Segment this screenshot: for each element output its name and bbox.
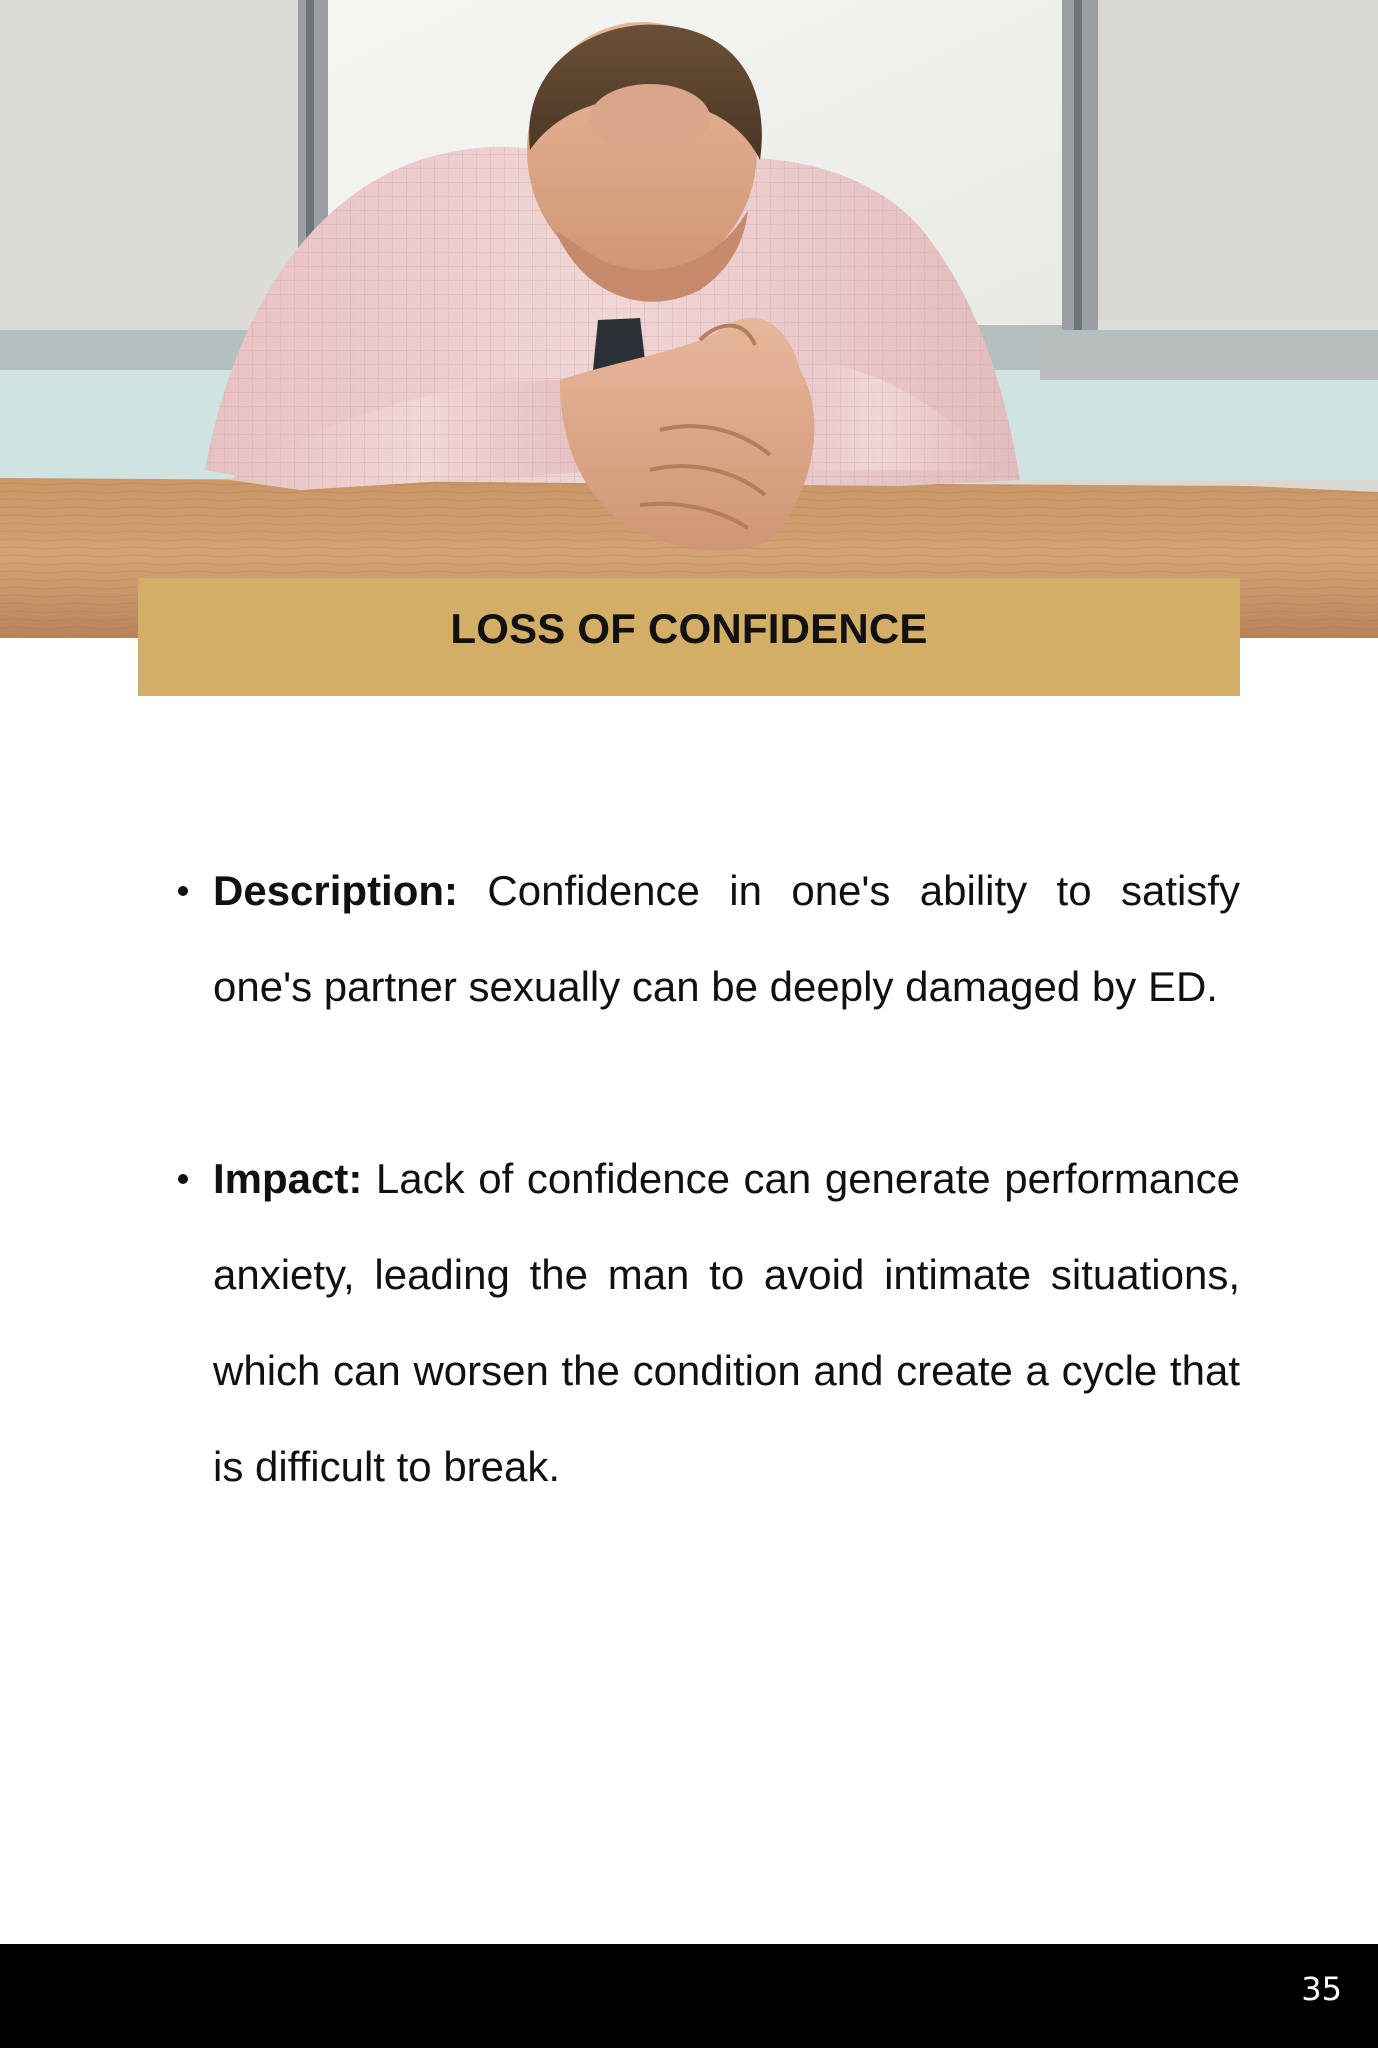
bullet-dot-icon xyxy=(178,886,188,896)
bullet-dot-icon xyxy=(178,1174,188,1184)
bullet-label: Description: xyxy=(213,867,459,914)
hero-photo xyxy=(0,0,1378,638)
title-banner xyxy=(138,578,1240,696)
footer-bar xyxy=(0,1944,1378,2048)
bullet-text: Confidence in one's ability to satisfy one's partner sexually can be deeply damaged by ED. xyxy=(213,867,1240,1010)
bullet-label: Impact: xyxy=(213,1155,363,1202)
bullet-text: Lack of confidence can generate performance anxiety, leading the man to avoid intimate situations, which can worsen the condition and create a cycle that is difficult to break. xyxy=(213,1155,1240,1490)
bullet-list xyxy=(175,843,1240,1515)
page-title: LOSS OF CONFIDENCE xyxy=(450,605,928,652)
bullet-item-impact xyxy=(175,1131,1240,1515)
bullet-item-description xyxy=(175,843,1240,1035)
page-number: 35 xyxy=(1301,1970,1342,2008)
